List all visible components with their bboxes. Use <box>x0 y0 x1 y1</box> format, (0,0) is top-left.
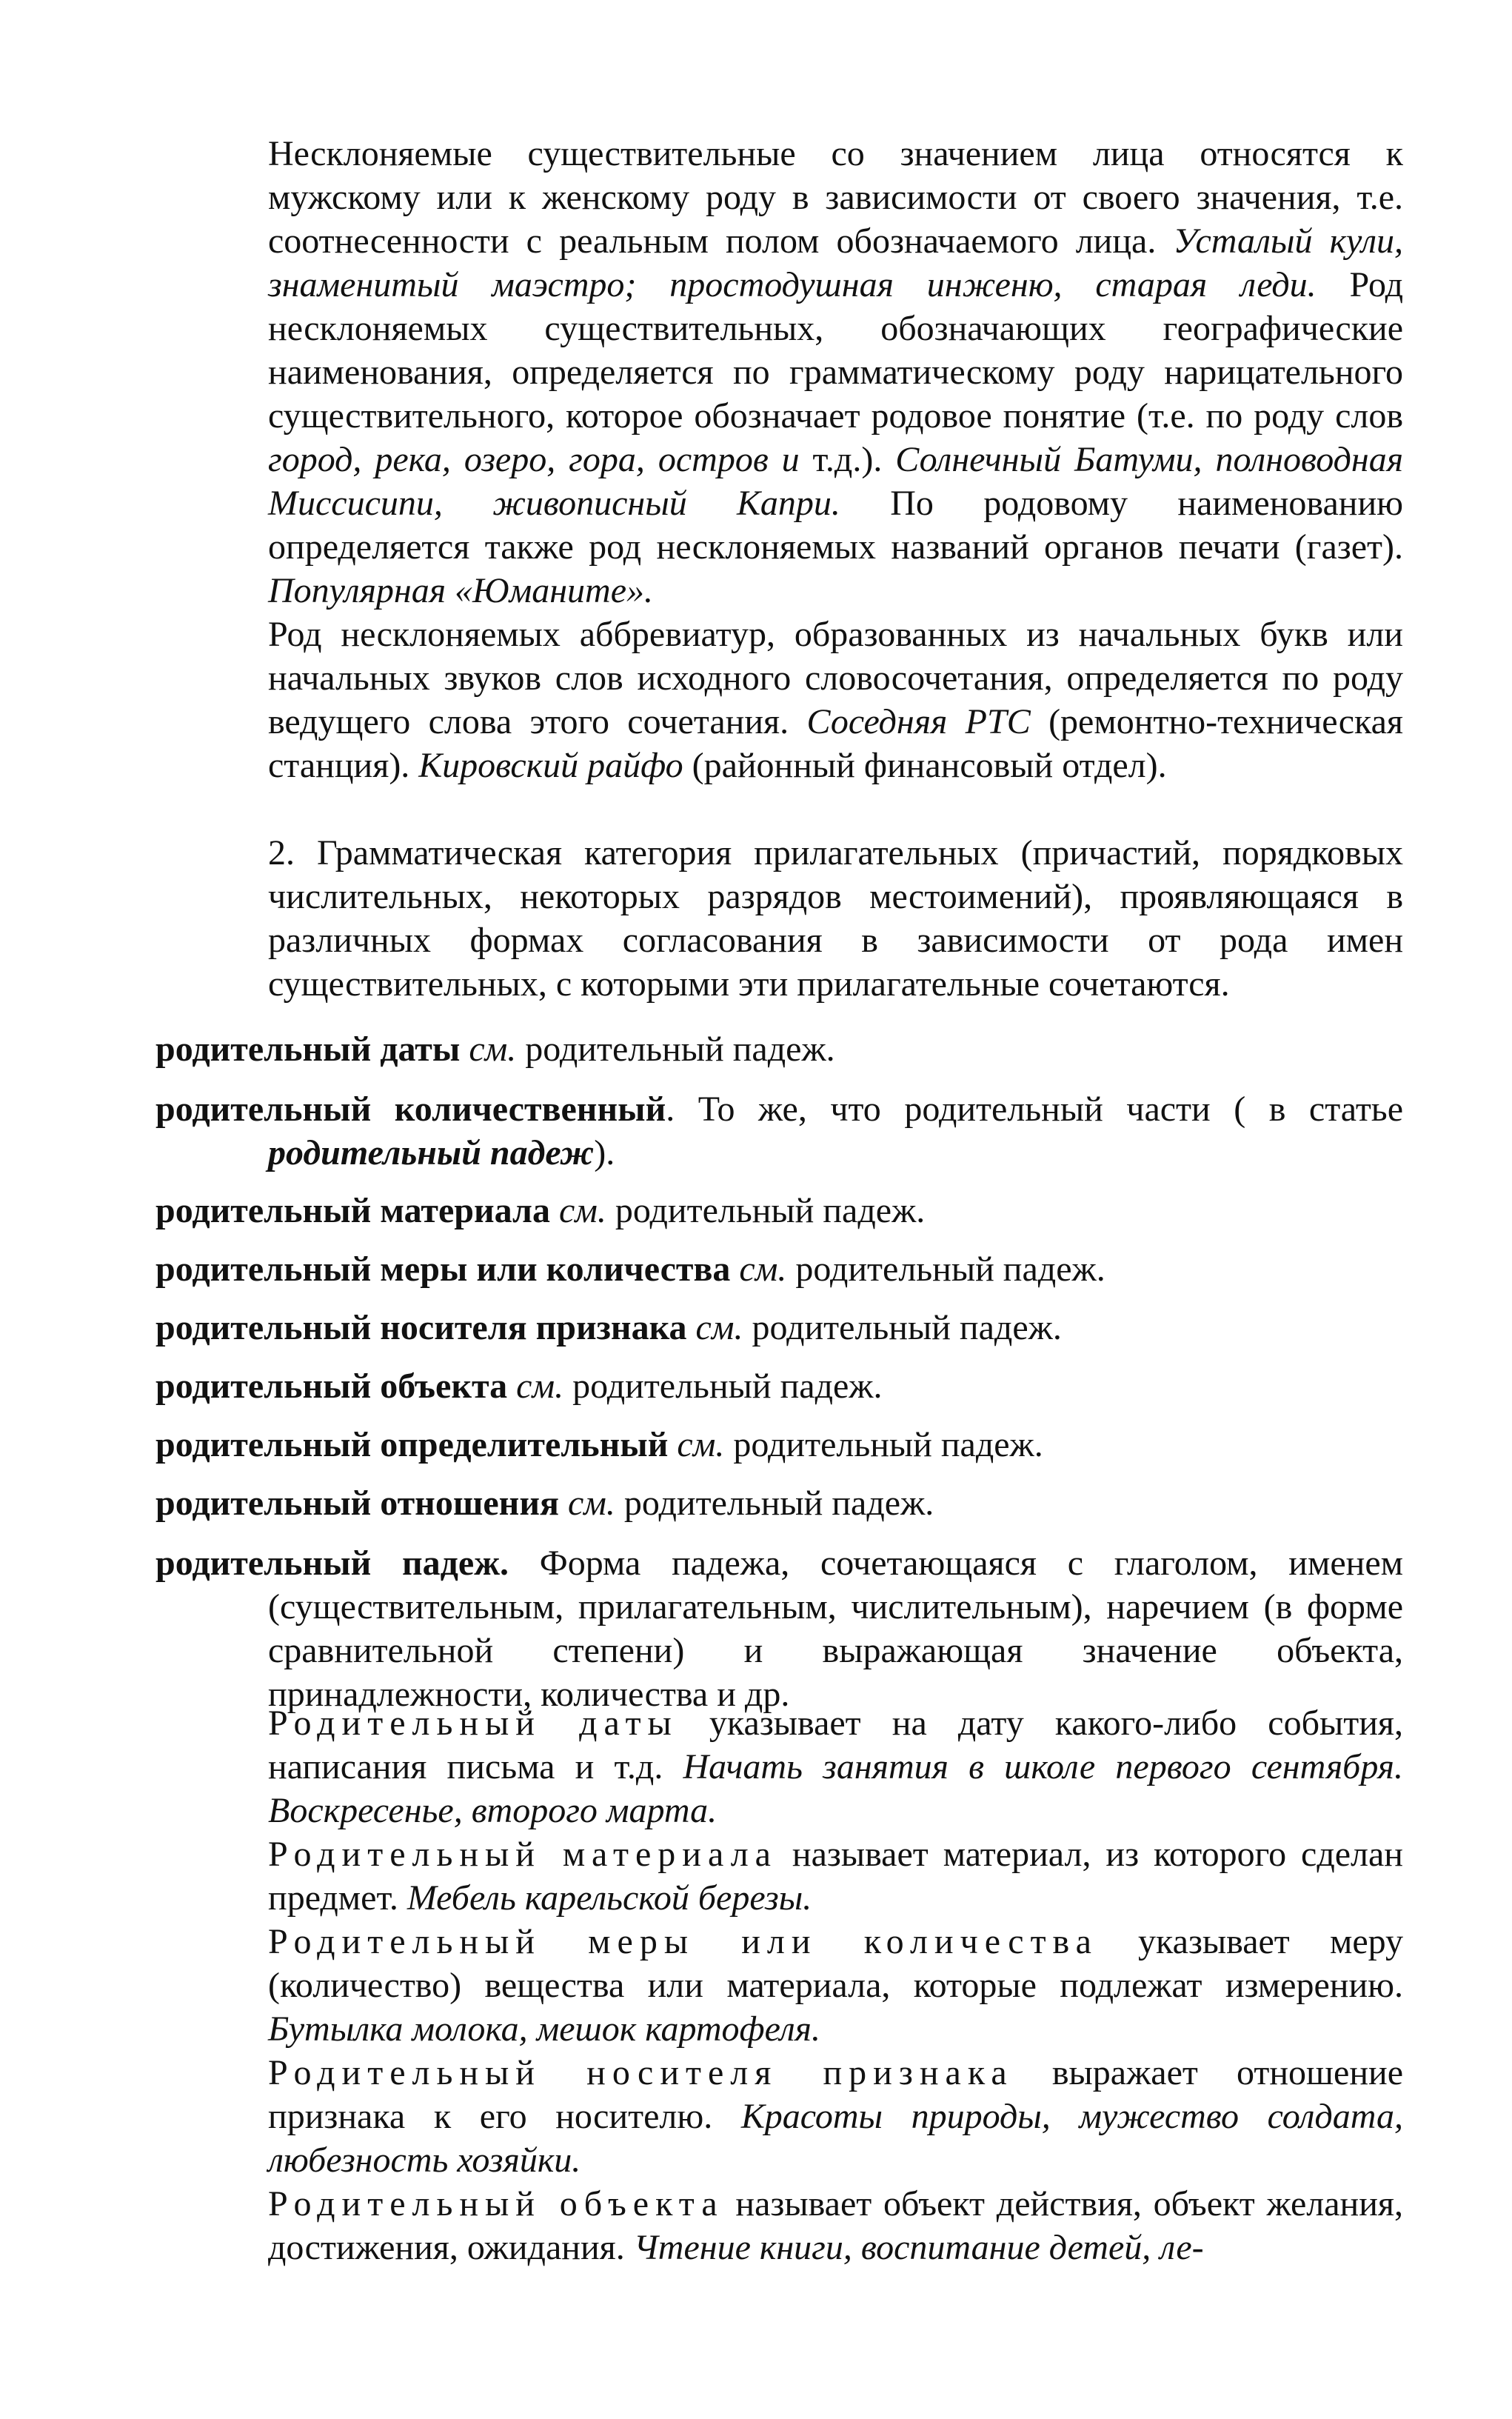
spaced-term: Родительный даты <box>268 1704 678 1743</box>
definition-text: указывает на дату какого-либо события, написания письма и т.д. <box>268 1704 1403 1786</box>
definition-text: называет материал, из которого сделан предмет. <box>268 1835 1403 1918</box>
entry-genitive-relation <box>155 1481 1403 1525</box>
see-reference: см. <box>739 1249 787 1289</box>
subentry-genitive-object <box>268 2182 1403 2269</box>
spaced-term: Родительный материала <box>268 1835 777 1874</box>
paragraph-text: Несклоняемые существительные со значением лица относятся к мужскому или к женскому роду в зависимости от своего значения, т.е. соотнесенности с реальным полом обозначаемого лица. <box>268 134 1403 261</box>
example-text: Бутылка молока, мешок картофеля. <box>268 2009 820 2049</box>
example-text: Красоты природы, мужество солдата, любезность хозяйки. <box>268 2097 1403 2180</box>
subentry-genitive-bearer <box>268 2051 1403 2182</box>
entry-headword: родительный носителя признака <box>155 1308 687 1347</box>
entry-headword: родительный падеж. <box>155 1544 509 1583</box>
entry-headword: родительный объекта <box>155 1367 508 1406</box>
example-text: Чтение книги, воспитание детей, ле- <box>633 2228 1204 2267</box>
see-reference: см. <box>516 1367 564 1406</box>
entry-genitive-case <box>155 1541 1403 1716</box>
reference-text: родительный падеж. <box>516 1030 835 1069</box>
reference-text: родительный падеж. <box>606 1191 926 1230</box>
definition-text: выражает отношение признака к его носителю. <box>268 2053 1403 2136</box>
definition-text: называет объект действия, объект желания, достижения, ожидания. <box>268 2184 1403 2267</box>
entry-genitive-attributive <box>155 1423 1403 1467</box>
spaced-term: Родительный объекта <box>268 2184 724 2223</box>
paragraph-text: (районный финансовый отдел). <box>683 746 1167 785</box>
example-text: Соседняя РТС <box>806 702 1031 741</box>
entry-genitive-quantitative <box>155 1087 1403 1175</box>
example-text: Популярная «Юманите». <box>268 571 654 610</box>
see-reference: см. <box>567 1484 615 1523</box>
spaced-term: Родительный носителя признака <box>268 2053 1014 2092</box>
entry-headword: родительный отношения <box>155 1484 559 1523</box>
example-text: Солнечный Батуми, полноводная Миссисипи, живописный Капри. <box>268 440 1404 523</box>
reference-text: родительный падеж. <box>786 1249 1105 1289</box>
entry-genitive-measure <box>155 1247 1403 1291</box>
example-text: Усталый кули, знаменитый маэстро; простодушная инженю, старая леди. <box>268 221 1403 304</box>
see-reference: см. <box>558 1191 606 1230</box>
gender-indeclinable-paragraph <box>268 132 1403 613</box>
paragraph-text: По родовому наименованию определяется также род несклоняемых названий органов печати (газет). <box>268 484 1403 567</box>
gender-abbreviation-paragraph <box>268 613 1403 787</box>
subentry-genitive-date <box>268 1701 1403 1832</box>
paragraph-text: Род несклоняемых существительных, обозначающих географические наименования, определяется по грамматическому роду нарицательного существительного, которое обозначает родовое понятие (т.е. по роду слов <box>268 265 1403 436</box>
example-text: Начать занятия в школе первого сентября. Воскресенье, второго марта. <box>268 1747 1403 1830</box>
paragraph-text: 2. Грамматическая категория прилагательных (причастий, порядковых числительных, некоторых разрядов местоимений), проявляющаяся в различных формах согласования в зависимости от рода имен существительных, с которыми эти прилагательные сочетаются. <box>268 833 1403 1004</box>
definition-text: Форма падежа, сочетающаяся с глаголом, именем (существительным, прилагательным, числительным), наречием (в форме сравнительной степени) и выражающая значение объекта, принадлежности, количества и др. <box>268 1544 1404 1714</box>
subentry-genitive-material <box>268 1832 1403 1920</box>
example-text: Мебель карельской березы. <box>407 1878 812 1918</box>
paragraph-text: (ремонтно-техническая станция). <box>268 702 1404 785</box>
entry-headword: родительный материала <box>155 1191 550 1230</box>
entry-genitive-bearer <box>155 1306 1403 1349</box>
entry-headword: родительный количественный <box>155 1090 666 1129</box>
paragraph-text: Род несклоняемых аббревиатур, образованных из начальных букв или начальных звуков слов исходного словосочетания, определяется по роду ведущего слова этого сочетания. <box>268 615 1403 741</box>
see-reference: см. <box>469 1030 517 1069</box>
spaced-term: Родительный меры или количества <box>268 1922 1098 1961</box>
see-reference: см. <box>695 1308 743 1347</box>
paragraph-text: т.д.). <box>799 440 896 479</box>
entry-headword: родительный определительный <box>155 1425 669 1464</box>
subentry-genitive-measure <box>268 1920 1403 2051</box>
reference-text: родительный падеж. <box>615 1484 934 1523</box>
reference-text: родительный падеж. <box>743 1308 1062 1347</box>
gender-adjective-paragraph <box>268 831 1403 1006</box>
example-text: Кировский райфо <box>418 746 683 785</box>
definition-text: . То же, что родительный части ( в статье <box>666 1090 1404 1129</box>
entry-headword: родительный меры или количества <box>155 1249 731 1289</box>
see-reference: см. <box>677 1425 725 1464</box>
entry-headword: родительный даты <box>155 1030 461 1069</box>
entry-genitive-object <box>155 1364 1403 1408</box>
reference-text: родительный падеж. <box>563 1367 883 1406</box>
entry-genitive-material <box>155 1189 1403 1232</box>
entry-genitive-date <box>155 1027 1403 1071</box>
definition-text: указывает меру (количество) вещества или материала, которые подлежат измерению. <box>268 1922 1403 2005</box>
example-text: город, река, озеро, гора, остров и <box>268 440 800 479</box>
definition-text: ). <box>594 1133 615 1172</box>
cross-reference: родительный падеж <box>268 1133 595 1172</box>
reference-text: родительный падеж. <box>724 1425 1043 1464</box>
